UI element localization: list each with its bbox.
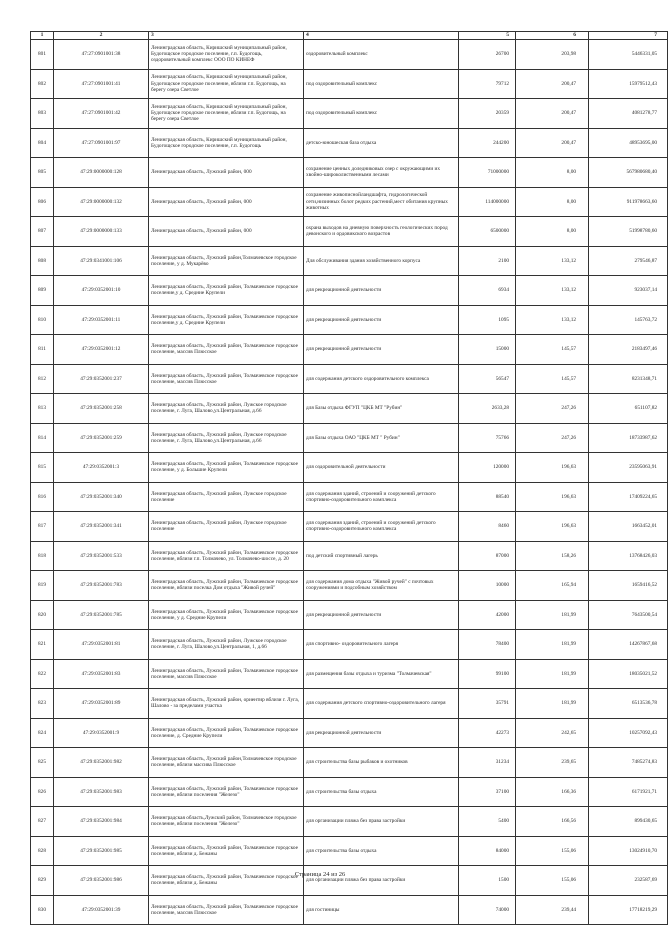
row-number: 810 xyxy=(31,305,54,335)
row-number: 805 xyxy=(31,158,54,188)
permitted-use: для Базы отдыха ФГУП "ЦКБ МТ "Рубин" xyxy=(304,394,459,424)
permitted-use: для рекреационной деятельности xyxy=(304,305,459,335)
cadastral-value: 15979512,43 xyxy=(589,69,668,99)
table-row xyxy=(31,600,668,630)
permitted-use: для рекреационной деятельности xyxy=(304,718,459,748)
row-number: 816 xyxy=(31,482,54,512)
cadastral-number: 47:29:0352001:982 xyxy=(54,748,149,778)
specific-value: 181,99 xyxy=(516,659,589,689)
location-address: Ленинградская область, Лужский район, Лужское городское поселение, г. Луга, Шалово,ул.Центральная, д.66 xyxy=(149,394,304,424)
cadastral-number: 47:29:0352001:11 xyxy=(54,305,149,335)
area-value: 35791 xyxy=(459,689,516,719)
permitted-use: для гостиницы xyxy=(304,895,459,925)
specific-value: 200,47 xyxy=(516,69,589,99)
permitted-use: для строительства базы рыбаков и охотников xyxy=(304,748,459,778)
table-row xyxy=(31,718,668,748)
table-row xyxy=(31,246,668,276)
location-address: Ленинградская область, Лужский район, 000 xyxy=(149,187,304,217)
table-row xyxy=(31,895,668,925)
location-address: Ленинградская область, Лужский район, Толмачевское городское поселение, массив Плюсское xyxy=(149,659,304,689)
specific-value: 8,00 xyxy=(516,158,589,188)
cadastral-value: 48953695,00 xyxy=(589,128,668,158)
specific-value: 196,63 xyxy=(516,482,589,512)
table-row xyxy=(31,777,668,807)
specific-value: 145,57 xyxy=(516,335,589,365)
row-number: 822 xyxy=(31,659,54,689)
table-row xyxy=(31,40,668,70)
cadastral-value: 651107,82 xyxy=(589,394,668,424)
permitted-use: охрана выходов на дневную поверхность геологических пород девонского и ордовикского возрастов xyxy=(304,217,459,247)
row-number: 824 xyxy=(31,718,54,748)
cadastral-number: 47:29:0352001:533 xyxy=(54,541,149,571)
specific-value: 239,65 xyxy=(516,748,589,778)
location-address: Ленинградская область, Лужский район, Толмачевское городское поселение, вблизи д. Бежаны xyxy=(149,836,304,866)
permitted-use: для спортивно- оздоровительного лагеря xyxy=(304,630,459,660)
table-row xyxy=(31,571,668,601)
location-address: Ленинградская область, Киришский муниципальный район, Будогощское городское поселение, вблизи г.п. Будогощь, на берегу озера Светлое xyxy=(149,69,304,99)
cadastral-number: 47:29:0000000:132 xyxy=(54,187,149,217)
cadastral-value: 923037,14 xyxy=(589,276,668,306)
row-number: 814 xyxy=(31,423,54,453)
permitted-use: для содержания детского оздоровительного комплекса xyxy=(304,364,459,394)
location-address: Ленинградская область, Лужский район, Толмачевское городское поселение, вблизи поселения "Железо" xyxy=(149,777,304,807)
specific-value: 165,94 xyxy=(516,571,589,601)
cadastral-value: 13768426,03 xyxy=(589,541,668,571)
specific-value: 181,99 xyxy=(516,630,589,660)
area-value: 42273 xyxy=(459,718,516,748)
cadastral-value: 18733987,62 xyxy=(589,423,668,453)
table-row xyxy=(31,99,668,129)
cadastral-number: 47:29:0352001:81 xyxy=(54,630,149,660)
cadastral-number: 47:27:0901001:38 xyxy=(54,40,149,70)
area-value: 1095 xyxy=(459,305,516,335)
permitted-use: для содержания зданий, строений и сооружений детского спортивно-оздоровительного комплекса xyxy=(304,482,459,512)
cadastral-number: 47:29:0352001:258 xyxy=(54,394,149,424)
row-number: 801 xyxy=(31,40,54,70)
header-col-2: 2 xyxy=(54,32,149,40)
cadastral-value: 17718219,29 xyxy=(589,895,668,925)
cadastral-value: 911978663,60 xyxy=(589,187,668,217)
permitted-use: под оздоровительный комплекс xyxy=(304,69,459,99)
row-number: 811 xyxy=(31,335,54,365)
location-address: Ленинградская область, Лужский район, Толмачевское городское поселение,у д. Средние Крупели xyxy=(149,305,304,335)
area-value: 114000000 xyxy=(459,187,516,217)
area-value: 87000 xyxy=(459,541,516,571)
specific-value: 158,26 xyxy=(516,541,589,571)
location-address: Ленинградская область, Лужский район, Толмачевское городское поселение,у д. Средние Крупели xyxy=(149,276,304,306)
table-row xyxy=(31,630,668,660)
header-col-3: 3 xyxy=(149,32,304,40)
row-number: 806 xyxy=(31,187,54,217)
table-row xyxy=(31,394,668,424)
location-address: Ленинградская область, Лужский район, Лужское городское поселение, г. Луга, Шалово,ул.Центральная, 1, д.66 xyxy=(149,630,304,660)
row-number: 802 xyxy=(31,69,54,99)
cadastral-table xyxy=(30,31,668,925)
cadastral-value: 6171921,71 xyxy=(589,777,668,807)
permitted-use: для Базы отдыха ОАО "ЦКБ МТ " Рубин" xyxy=(304,423,459,453)
cadastral-number: 47:29:0352001:783 xyxy=(54,571,149,601)
cadastral-number: 47:29:0352001:237 xyxy=(54,364,149,394)
table-row xyxy=(31,748,668,778)
permitted-use: для организации пляжа без права застройки xyxy=(304,866,459,896)
cadastral-value: 145763,72 xyxy=(589,305,668,335)
cadastral-value: 51998780,60 xyxy=(589,217,668,247)
specific-value: 181,99 xyxy=(516,600,589,630)
table-row xyxy=(31,659,668,689)
permitted-use: для оздоровительной деятельности xyxy=(304,453,459,483)
cadastral-number: 47:29:0352001:984 xyxy=(54,807,149,837)
cadastral-number: 47:29:0352001:341 xyxy=(54,512,149,542)
location-address: Ленинградская область, Лужский район,Толмачевское городское поселение, у д. Мукарёвo xyxy=(149,246,304,276)
location-address: Ленинградская область, Лужский район, Лужское городское поселение xyxy=(149,512,304,542)
area-value: 120000 xyxy=(459,453,516,483)
cadastral-value: 2183497,46 xyxy=(589,335,668,365)
specific-value: 196,63 xyxy=(516,453,589,483)
table-row xyxy=(31,128,668,158)
row-number: 820 xyxy=(31,600,54,630)
area-value: 75766 xyxy=(459,423,516,453)
page-number: Страница 24 из 26 xyxy=(294,871,346,878)
location-address: Ленинградская область, Киришский муниципальный район, Будогощское городское поселение, вблизи г.п. Будогощь, на берегу озера Светлое xyxy=(149,99,304,129)
cadastral-value: 1663452,01 xyxy=(589,512,668,542)
cadastral-number: 47:29:0352001:39 xyxy=(54,895,149,925)
specific-value: 203,98 xyxy=(516,40,589,70)
cadastral-number: 47:27:0901001:97 xyxy=(54,128,149,158)
table-row xyxy=(31,866,668,896)
cadastral-value: 567980680,40 xyxy=(589,158,668,188)
area-value: 99100 xyxy=(459,659,516,689)
permitted-use: детско-юношеская база отдыха xyxy=(304,128,459,158)
row-number: 827 xyxy=(31,807,54,837)
document-sheet xyxy=(30,31,657,925)
row-number: 804 xyxy=(31,128,54,158)
row-number: 813 xyxy=(31,394,54,424)
location-address: Ленинградская область, Лужский район, 000 xyxy=(149,158,304,188)
table-row xyxy=(31,158,668,188)
row-number: 817 xyxy=(31,512,54,542)
permitted-use: для строительства базы отдыха xyxy=(304,836,459,866)
cadastral-number: 47:29:0352001:10 xyxy=(54,276,149,306)
area-value: 10000 xyxy=(459,571,516,601)
specific-value: 247,26 xyxy=(516,394,589,424)
area-value: 20359 xyxy=(459,99,516,129)
table-row xyxy=(31,807,668,837)
cadastral-value: 13024910,70 xyxy=(589,836,668,866)
permitted-use: для размещения базы отдыха и туризма "Толмачевская" xyxy=(304,659,459,689)
row-number: 809 xyxy=(31,276,54,306)
header-col-1: 1 xyxy=(31,32,54,40)
cadastral-value: 232587,69 xyxy=(589,866,668,896)
specific-value: 239,44 xyxy=(516,895,589,925)
location-address: Ленинградская область, Киришский муниципальный район, Будогощское городское поселение, г.п. Будогощь xyxy=(149,128,304,158)
cadastral-number: 47:29:0352001:986 xyxy=(54,866,149,896)
cadastral-number: 47:29:0352001:3 xyxy=(54,453,149,483)
table-row xyxy=(31,69,668,99)
row-number: 829 xyxy=(31,866,54,896)
specific-value: 145,57 xyxy=(516,364,589,394)
location-address: Ленинградская область, Лужский район, Толмачевское городское поселение, массив Плюсское xyxy=(149,364,304,394)
cadastral-number: 47:29:0352001:12 xyxy=(54,335,149,365)
area-value: 8460 xyxy=(459,512,516,542)
location-address: Ленинградская область, Лужский район, Толмачевское городское поселение, массив Плюсское xyxy=(149,335,304,365)
specific-value: 196,63 xyxy=(516,512,589,542)
cadastral-value: 6513536,78 xyxy=(589,689,668,719)
row-number: 807 xyxy=(31,217,54,247)
cadastral-number: 47:29:0352001:9 xyxy=(54,718,149,748)
cadastral-number: 47:29:0352001:983 xyxy=(54,777,149,807)
cadastral-value: 4081278,77 xyxy=(589,99,668,129)
area-value: 31234 xyxy=(459,748,516,778)
permitted-use: для организации пляжа без права застройки xyxy=(304,807,459,837)
cadastral-value: 18035021,52 xyxy=(589,659,668,689)
table-row xyxy=(31,512,668,542)
permitted-use: для строительства базы отдыха xyxy=(304,777,459,807)
table-row xyxy=(31,689,668,719)
row-number: 818 xyxy=(31,541,54,571)
specific-value: 133,12 xyxy=(516,246,589,276)
permitted-use: для содержания дома отдыха "Живой ручей" с почтовых сооружениями и подсобным хозяйством xyxy=(304,571,459,601)
table-row xyxy=(31,305,668,335)
location-address: Ленинградская область, Лужский район, ориентир вблизи г. Луга, Шалово - за пределами участка xyxy=(149,689,304,719)
specific-value: 155,06 xyxy=(516,866,589,896)
cadastral-value: 279546,87 xyxy=(589,246,668,276)
location-address: Ленинградская область, Лужский район, 000 xyxy=(149,217,304,247)
cadastral-number: 47:29:0352001:83 xyxy=(54,659,149,689)
location-address: Ленинградская область, Лужский район, Толмачевское городское поселение, д. Средние Крупели xyxy=(149,718,304,748)
specific-value: 200,47 xyxy=(516,128,589,158)
cadastral-value: 23595063,91 xyxy=(589,453,668,483)
area-value: 244200 xyxy=(459,128,516,158)
cadastral-value: 10257092,43 xyxy=(589,718,668,748)
permitted-use: для рекреационной деятельности xyxy=(304,276,459,306)
area-value: 88540 xyxy=(459,482,516,512)
location-address: Ленинградская область,Лужский район, Толмачевское городское поселение, вблизи поселения "Железо" xyxy=(149,807,304,837)
specific-value: 8,00 xyxy=(516,217,589,247)
specific-value: 181,99 xyxy=(516,689,589,719)
specific-value: 133,12 xyxy=(516,276,589,306)
table-row xyxy=(31,217,668,247)
permitted-use: для рекреационной деятельности xyxy=(304,335,459,365)
area-value: 71000000 xyxy=(459,158,516,188)
cadastral-number: 47:29:0000000:133 xyxy=(54,217,149,247)
specific-value: 242,65 xyxy=(516,718,589,748)
row-number: 821 xyxy=(31,630,54,660)
location-address: Ленинградская область, Лужский район,Толмачевское городское поселение, вблизи массива Плюсское xyxy=(149,748,304,778)
row-number: 825 xyxy=(31,748,54,778)
location-address: Ленинградская область, Лужский район, Лужское городское поселение, г. Луга, Шалово,ул.Центральная, д.66 xyxy=(149,423,304,453)
permitted-use: для содержания детского спортивно-оздоровительного лагеря xyxy=(304,689,459,719)
area-value: 74000 xyxy=(459,895,516,925)
cadastral-value: 5446331,05 xyxy=(589,40,668,70)
area-value: 78400 xyxy=(459,630,516,660)
cadastral-value: 899430,65 xyxy=(589,807,668,837)
area-value: 42000 xyxy=(459,600,516,630)
header-col-7: 7 xyxy=(589,32,668,40)
area-value: 56547 xyxy=(459,364,516,394)
area-value: 26700 xyxy=(459,40,516,70)
specific-value: 247,26 xyxy=(516,423,589,453)
table-row xyxy=(31,541,668,571)
header-col-6: 6 xyxy=(516,32,589,40)
area-value: 6500000 xyxy=(459,217,516,247)
cadastral-value: 8231348,71 xyxy=(589,364,668,394)
row-number: 808 xyxy=(31,246,54,276)
cadastral-value: 7643500,54 xyxy=(589,600,668,630)
area-value: 84000 xyxy=(459,836,516,866)
cadastral-number: 47:29:0352001:985 xyxy=(54,836,149,866)
row-number: 812 xyxy=(31,364,54,394)
table-row xyxy=(31,482,668,512)
row-number: 823 xyxy=(31,689,54,719)
permitted-use: оздоровительный комплекс xyxy=(304,40,459,70)
row-number: 826 xyxy=(31,777,54,807)
location-address: Ленинградская область, Лужский район, Толмачевское городское поселение, у д. Средние Крупели xyxy=(149,600,304,630)
area-value: 2633,28 xyxy=(459,394,516,424)
header-col-4: 4 xyxy=(304,32,459,40)
cadastral-number: 47:29:0352001:340 xyxy=(54,482,149,512)
row-number: 828 xyxy=(31,836,54,866)
row-number: 830 xyxy=(31,895,54,925)
row-number: 815 xyxy=(31,453,54,483)
table-row xyxy=(31,453,668,483)
specific-value: 133,12 xyxy=(516,305,589,335)
table-row xyxy=(31,364,668,394)
row-number: 819 xyxy=(31,571,54,601)
table-row xyxy=(31,423,668,453)
location-address: Ленинградская область, Лужский район, Лужское городское поселение xyxy=(149,482,304,512)
cadastral-number: 47:29:0352001:785 xyxy=(54,600,149,630)
cadastral-number: 47:29:0352001:259 xyxy=(54,423,149,453)
area-value: 37100 xyxy=(459,777,516,807)
table-row xyxy=(31,187,668,217)
area-value: 6934 xyxy=(459,276,516,306)
header-row xyxy=(31,32,668,40)
cadastral-value: 17409224,65 xyxy=(589,482,668,512)
permitted-use: для содержания зданий, строений и сооружений детского спортивно-оздоровительного комплекса xyxy=(304,512,459,542)
row-number: 803 xyxy=(31,99,54,129)
cadastral-number: 47:27:0901001:42 xyxy=(54,99,149,129)
location-address: Ленинградская область, Лужский район, Толмачевское городское поселение, у д. Большие Крупели xyxy=(149,453,304,483)
specific-value: 166,36 xyxy=(516,777,589,807)
permitted-use: сохранение живописнойландшафта, гидрологической сети,низинных болот редких растений,мест обитания крупных животных xyxy=(304,187,459,217)
cadastral-value: 14267867,68 xyxy=(589,630,668,660)
permitted-use: под детский спортивный лагерь xyxy=(304,541,459,571)
area-value: 5400 xyxy=(459,807,516,837)
specific-value: 200,47 xyxy=(516,99,589,129)
permitted-use: Для обслуживания здания хозяйственного корпуса xyxy=(304,246,459,276)
specific-value: 155,06 xyxy=(516,836,589,866)
cadastral-number: 47:29:0341001:106 xyxy=(54,246,149,276)
location-address: Ленинградская область, Киришский муниципальный район, Будогощское городское поселение, г.п. Будогощь, оздоровительный комплекс ООО ПО КИНЕФ xyxy=(149,40,304,70)
cadastral-number: 47:29:0352001:89 xyxy=(54,689,149,719)
location-address: Ленинградская область, Лужский район, Толмачевское городское поселение, вблизи поселка Дом отдыха "Живой ручей" xyxy=(149,571,304,601)
location-address: Ленинградская область, Лужский район, Толмачевское городское поселение, вблизи д. Бежаны xyxy=(149,866,304,896)
cadastral-number: 47:27:0901001:41 xyxy=(54,69,149,99)
table-row xyxy=(31,335,668,365)
permitted-use: для рекреационной деятельности xyxy=(304,600,459,630)
cadastral-value: 7485274,83 xyxy=(589,748,668,778)
table-row xyxy=(31,276,668,306)
cadastral-value: 1659416,52 xyxy=(589,571,668,601)
permitted-use: сохранение ценных доледниковых озер с окружающими их хвойно-широколиственными лесами xyxy=(304,158,459,188)
area-value: 1500 xyxy=(459,866,516,896)
specific-value: 8,00 xyxy=(516,187,589,217)
area-value: 2100 xyxy=(459,246,516,276)
location-address: Ленинградская область, Лужский район, Толмачевское городское поселение, вблизи г.п. Толмачево, ул. Толмачево-шоссе, д. 20 xyxy=(149,541,304,571)
area-value: 79712 xyxy=(459,69,516,99)
table-row xyxy=(31,836,668,866)
location-address: Ленинградская область, Лужский район, Толмачевское городское поселение, массив Плюсское xyxy=(149,895,304,925)
permitted-use: под оздоровительный комплекс xyxy=(304,99,459,129)
specific-value: 166,56 xyxy=(516,807,589,837)
header-col-5: 5 xyxy=(459,32,516,40)
cadastral-number: 47:29:0000000:128 xyxy=(54,158,149,188)
area-value: 15000 xyxy=(459,335,516,365)
